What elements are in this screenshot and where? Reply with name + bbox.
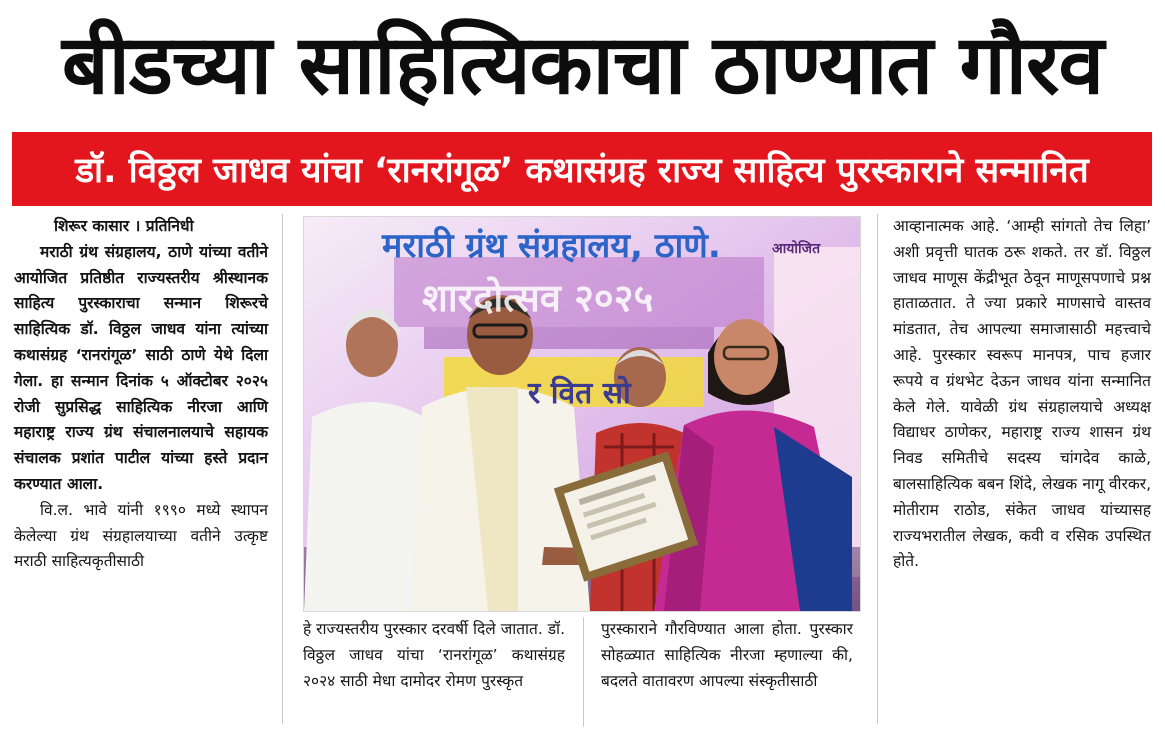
column-divider [282,214,283,724]
headline: बीडच्या साहित्यिकाचा ठाण्यात गौरव [61,18,1104,113]
article-column-left [14,214,268,575]
subheadline-banner: डॉ. विठ्ठल जाधव यांचा ‘रानरांगूळ’ कथासंग्रह राज्य साहित्य पुरस्काराने सन्मानित [12,132,1152,206]
column-divider [877,214,878,724]
article-lead: मराठी ग्रंथ संग्रहालय, ठाणे यांच्या वतीने आयोजित प्रतिष्ठीत राज्यस्तरीय श्रीस्थानक साहित्य पुरस्काराचा सन्मान शिरूरचे साहित्यिक डॉ. विठ्ठल जाधव यांना त्यांच्या कथासंग्रह ‘रानरांगूळ’ साठी ठाणे येथे दिला गेला. हा सन्मान दिनांक ५ ऑक्टोबर २०२५ रोजी सुप्रसिद्ध साहित्यिक नीरजा आणि महाराष्ट्र राज्य ग्रंथ संचालनालयाचे सहायक संचालक प्रशांत पाटील यांच्या हस्ते प्रदान करण्यात आला. [14,242,268,493]
photo-banner-small: आयोजित [772,241,821,257]
article-column-middle-b [601,617,853,694]
article-column-right [893,214,1151,575]
photo-banner-fragment: र वित सो [528,376,631,411]
article-paragraph: आव्हानात्मक आहे. ‘आम्ही सांगतो तेच लिहा’ अशी प्रवृत्ती घातक ठरू शकते. तर डॉ. विठ्ठल जाधव माणूस केंद्रीभूत ठेवून माणूसपणाचे प्रश्न हाताळतात. ते ज्या प्रकारे माणसाचे वास्तव मांडतात, तेच आपल्या समाजासाठी महत्त्वाचे आहे. पुरस्कार स्वरूप मानपत्र, पाच हजार रूपये व ग्रंथभेट देऊन जाधव यांना सन्मानित केले गेले. यावेळी ग्रंथ संग्रहालयाचे अध्यक्ष विद्याधर ठाणेकर, महाराष्ट्र राज्य शासन ग्रंथ निवड समितीचे सदस्य चांगदेव काळे, बालसाहित्यिक बबन शिंदे, लेखक नागू वीरकर, मोतीराम राठोड, संकेत जाधव यांच्यासह राज्यभरातील लेखक, कवी व रसिक उपस्थित होते. [893,217,1151,571]
column-divider [583,617,584,727]
article-paragraph: पुरस्काराने गौरविण्यात आला होता. पुरस्कार सोहळ्यात साहित्यिक नीरजा म्हणाल्या की, बदलते वातावरण आपल्या संस्कृतीसाठी [601,620,853,690]
article-paragraph: वि.ल. भावे यांनी १९९० मध्ये स्थापन केलेल्या ग्रंथ संग्रहालयाच्या वतीने उत्कृष्ट मराठी साहित्यकृतीसाठी [14,500,268,571]
article-paragraph: हे राज्यस्तरीय पुरस्कार दरवर्षी दिले जातात. डॉ. विठ्ठल जाधव यांचा ‘रानरांगूळ’ कथासंग्रह २०२४ साठी मेधा दामोदर रोमण पुरस्कृत [303,620,565,690]
photo-banner-title: मराठी ग्रंथ संग्रहालय, ठाणे. [382,226,721,266]
dateline: शिरूर कासार । प्रतिनिधी [54,217,194,235]
photo-banner-event: शारदोत्सव २०२५ [422,276,654,320]
article-column-middle-a [303,617,565,694]
award-ceremony-photo [303,216,861,612]
